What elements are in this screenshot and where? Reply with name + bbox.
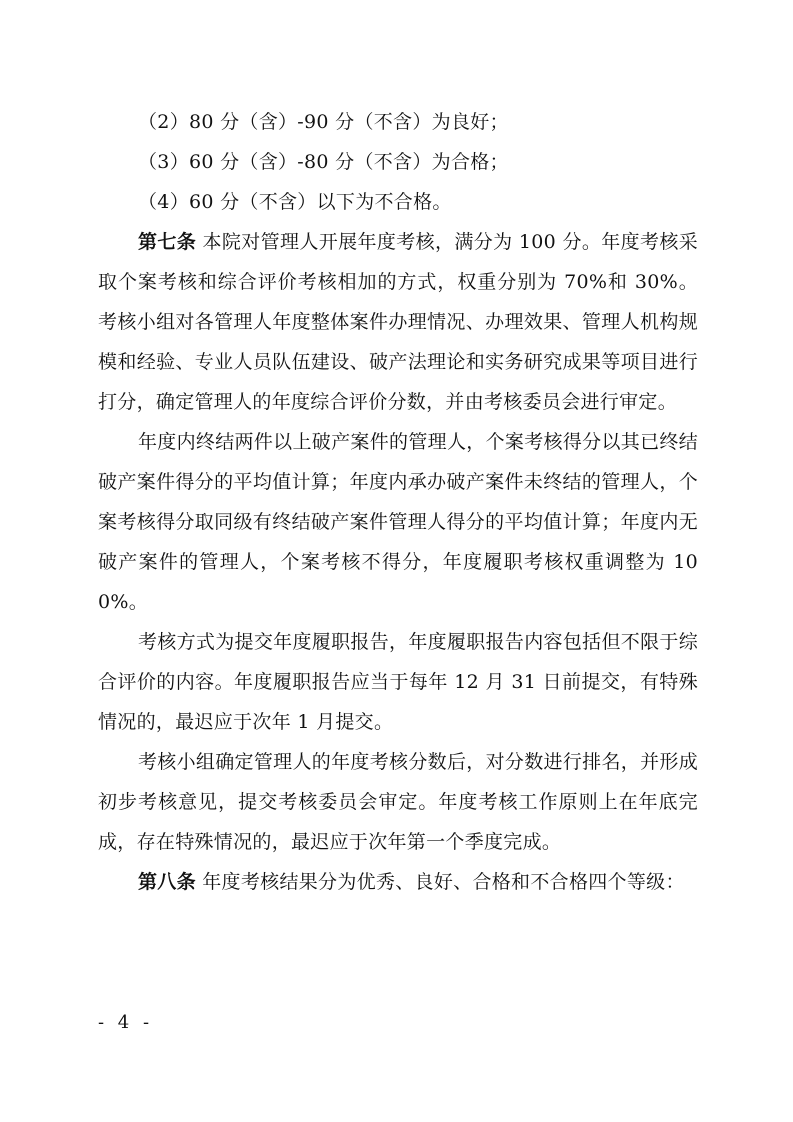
list-item-fail: （4）60 分（不含）以下为不合格。 xyxy=(138,191,452,213)
page-number: - 4 - xyxy=(98,1012,154,1033)
article-8-text-1: 年度考核结果分为优秀、良好、合格和不合格四个等级： xyxy=(202,871,685,893)
article-7-paragraph-1 xyxy=(98,222,698,422)
article-7-heading: 第七条 xyxy=(138,231,197,253)
article-7-text-1: 本院对管理人开展年度考核，满分为 100 分。年度考核采取个案考核和综合评价考核相加的方式，权重分别为 70%和 30%。考核小组对各管理人年度整体案件办理情况、办理效果、管理人机构规模和经验、专业人员队伍建设、破产法理论和实务研究成果等项目进行打分，确定管理人的年度综合评价分数，并由考核委员会进行审定。 xyxy=(98,231,699,413)
article-7-paragraph-4: 考核小组确定管理人的年度考核分数后，对分数进行排名，并形成初步考核意见，提交考核委员会审定。年度考核工作原则上在年底完成，存在特殊情况的，最迟应于次年第一个季度完成。 xyxy=(98,751,698,853)
list-item-pass: （3）60 分（含）-80 分（不含）为合格； xyxy=(138,151,509,173)
document-body xyxy=(98,102,698,902)
list-item-good: （2）80 分（含）-90 分（不含）为良好； xyxy=(138,111,509,133)
article-8-heading: 第八条 xyxy=(138,871,196,893)
article-8-paragraph-1 xyxy=(98,862,698,902)
article-7-paragraph-2: 年度内终结两件以上破产案件的管理人，个案考核得分以其已终结破产案件得分的平均值计算；年度内承办破产案件未终结的管理人，个案考核得分取同级有终结破产案件管理人得分的平均值计算；年度内无破产案件的管理人，个案考核不得分，年度履职考核权重调整为 100%。 xyxy=(98,431,698,613)
article-7-paragraph-3: 考核方式为提交年度履职报告，年度履职报告内容包括但不限于综合评价的内容。年度履职报告应当于每年 12 月 31 日前提交，有特殊情况的，最迟应于次年 1 月提交。 xyxy=(98,631,698,733)
